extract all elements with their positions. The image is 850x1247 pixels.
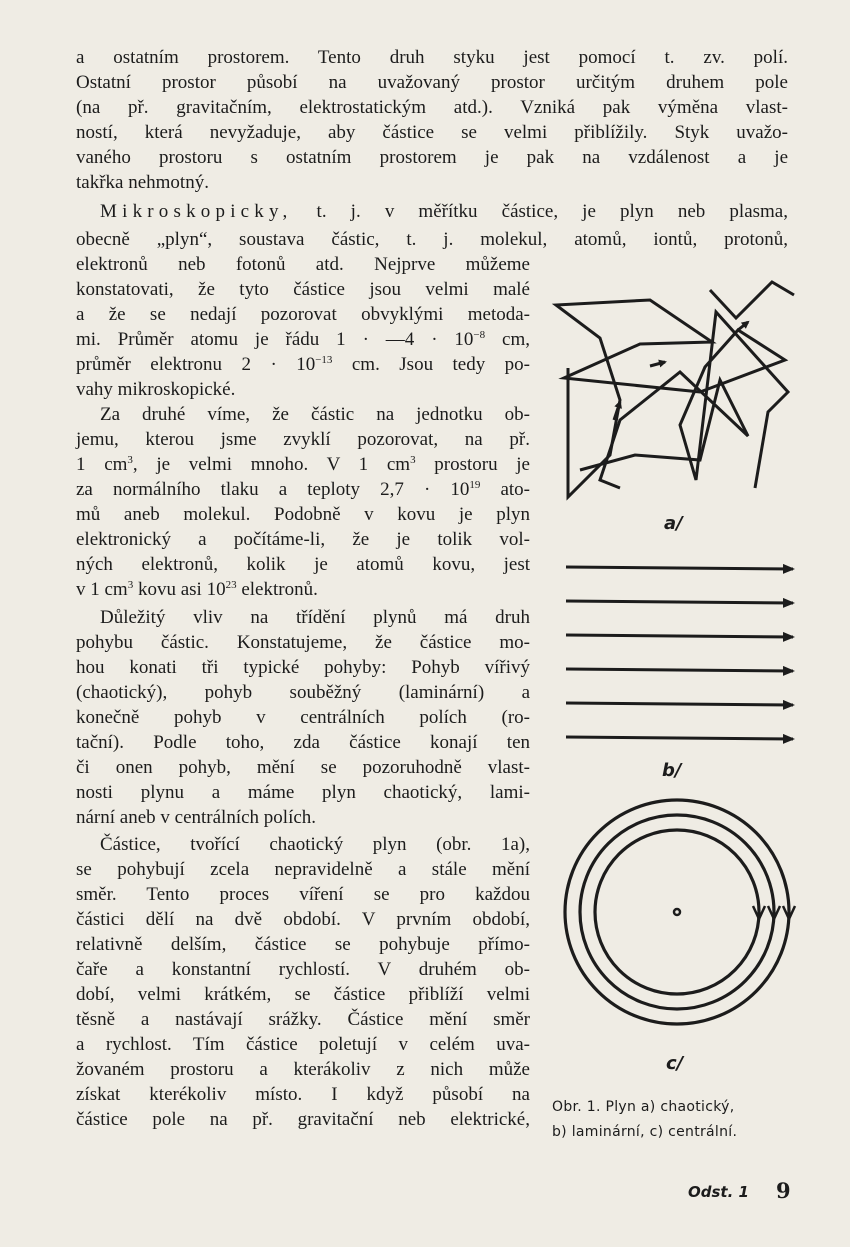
text-span: cm, <box>485 329 530 350</box>
superscript: 3 <box>127 454 133 466</box>
text-line: částice pole na př. gravitační neb elektrické, <box>76 1109 530 1130</box>
text-span: , je velmi mnoho. V 1 cm <box>132 454 411 475</box>
text-line: (chaotický), pohyb souběžný (laminární) a <box>76 682 530 703</box>
figure-caption-line: Obr. 1. Plyn a) chaotický, <box>552 1099 735 1115</box>
chaotic-motion-diagram <box>556 282 794 497</box>
text-line: a ostatním prostorem. Tento druh styku jest pomocí t. zv. polí. <box>76 47 788 68</box>
section-reference: Odst. 1 <box>688 1183 749 1201</box>
text-line: směr. Tento proces víření se pro každou <box>76 884 530 905</box>
superscript: −13 <box>315 354 333 366</box>
text-line: tační). Podle toho, zda částice konají ten <box>76 732 530 753</box>
text-line: se pohybují zcela nepravidelně a stále mění <box>76 859 530 880</box>
text-line: konečně pohyb v centrálních polích (ro- <box>76 707 530 728</box>
page-number: 9 <box>776 1178 791 1203</box>
text-span: cm. Jsou tedy po- <box>332 354 530 375</box>
central-field-diagram <box>565 800 795 1024</box>
superscript: 19 <box>469 479 481 491</box>
text-span: mi. Průměr atomu je řádu 1 · —4 · 10 <box>76 329 474 350</box>
text-line: takřka nehmotný. <box>76 172 209 193</box>
text-line: žovaném prostoru a kterákoliv z nich může <box>76 1059 530 1080</box>
text-line: částici dělí na dvě období. V prvním období, <box>76 909 530 930</box>
figure-label-a: a/ <box>664 513 683 534</box>
text-line: dobí, velmi krátkém, se částice přiblíží velmi <box>76 984 530 1005</box>
text-line: a že se nedají pozorovat obvyklými metoda- <box>76 304 530 325</box>
text-line: získat kterékoliv místo. I když působí na <box>76 1084 530 1105</box>
text-span: 1 cm <box>76 454 128 475</box>
text-line: čaře a konstantní rychlostí. V druhém ob- <box>76 959 530 980</box>
text-line: pohybu částic. Konstatujeme, že částice mo- <box>76 632 530 653</box>
text-line: konstatovati, že tyto částice jsou velmi malé <box>76 279 530 300</box>
text-line: ností, která nevyžaduje, aby částice se velmi přiblížily. Styk uvažo- <box>76 122 788 143</box>
laminar-flow-diagram <box>566 567 793 739</box>
text-line: relativně delším, částice se pohybuje přímo- <box>76 934 530 955</box>
emphasis-word: Mikroskopicky, <box>100 201 293 222</box>
text-line: a rychlost. Tím částice poletují v celém uva- <box>76 1034 530 1055</box>
text-line: obecně „plyn“, soustava částic, t. j. molekul, atomů, iontů, protonů, <box>76 229 788 250</box>
text-line: Důležitý vliv na třídění plynů má druh <box>100 607 530 628</box>
text-line: Ostatní prostor působí na uvažovaný prostor určitým druhem pole <box>76 72 788 93</box>
text-line: ných elektronů, kolik je atomů kovu, jest <box>76 554 530 575</box>
text-line: jemu, kterou jsme zvyklí pozorovat, na př. <box>76 429 530 450</box>
text-span: prostoru je <box>415 454 530 475</box>
text-line: Částice, tvořící chaotický plyn (obr. 1a), <box>100 834 530 855</box>
text-line: těsně a nastávají srážky. Částice mění směr <box>76 1009 530 1030</box>
superscript: −8 <box>473 329 486 341</box>
figure-caption-line: b) laminární, c) centrální. <box>552 1124 738 1140</box>
text-line: (na př. gravitačním, elektrostatickým atd.). Vzniká pak výměna vlast- <box>76 97 788 118</box>
superscript: 23 <box>225 579 237 591</box>
text-line: elektronický a počítáme-li, že je tolik vol- <box>76 529 530 550</box>
text-line: hou konati tři typické pohyby: Pohyb vířivý <box>76 657 530 678</box>
text-span: v 1 cm <box>76 579 128 600</box>
text-span: ato- <box>480 479 531 500</box>
text-span: za normálního tlaku a teploty 2,7 · 10 <box>76 479 470 500</box>
text-line: elektronů neb fotonů atd. Nejprve můžeme <box>76 254 530 275</box>
figure-label-b: b/ <box>662 760 682 781</box>
text-span: kovu asi 10 <box>133 579 226 600</box>
text-span: t. j. v měřítku částice, je plyn neb plasma, <box>292 201 788 222</box>
text-span: elektronů. <box>236 579 318 600</box>
text-line: vaného prostoru s ostatním prostorem je pak na vzdálenost a je <box>76 147 788 168</box>
text-line: či onen pohyb, mění se pozoruhodně vlast- <box>76 757 530 778</box>
text-line: nární aneb v centrálních polích. <box>76 807 317 828</box>
figure-label-c: c/ <box>666 1053 684 1074</box>
superscript: 3 <box>410 454 416 466</box>
text-span: průměr elektronu 2 · 10 <box>76 354 316 375</box>
text-line: mů aneb molekul. Podobně v kovu je plyn <box>76 504 530 525</box>
text-line: vahy mikroskopické. <box>76 379 236 400</box>
text-line: nosti plynu a máme plyn chaotický, lami- <box>76 782 530 803</box>
superscript: 3 <box>127 579 134 591</box>
text-line: Za druhé víme, že částic na jednotku ob- <box>100 404 530 425</box>
